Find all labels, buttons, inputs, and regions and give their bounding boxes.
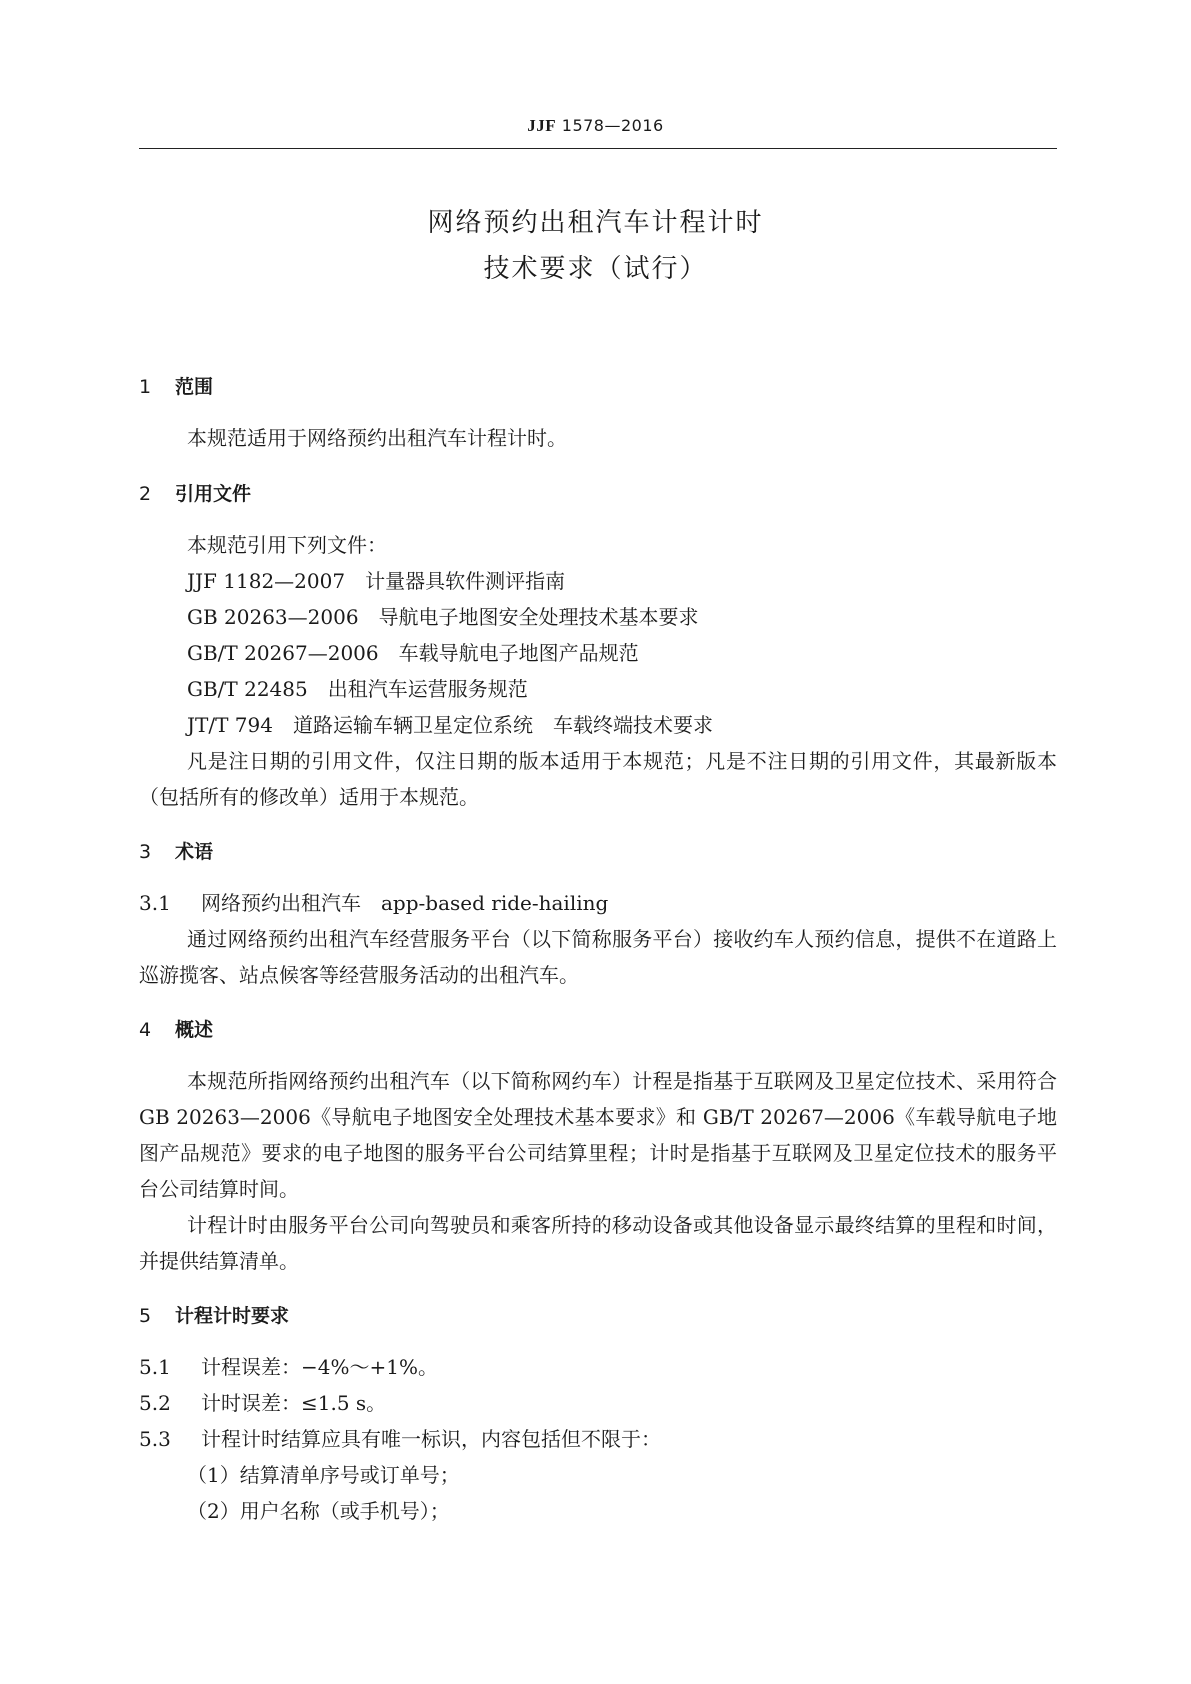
ref-name: 道路运输车辆卫星定位系统 车载终端技术要求 xyxy=(292,713,713,737)
section-3-heading xyxy=(139,837,213,864)
term-definition: 通过网络预约出租汽车经营服务平台（以下简称服务平台）接收约车人预约信息，提供不在道路上巡游揽客、站点候客等经营服务活动的出租汽车。 xyxy=(139,927,1057,987)
section-1-para: 本规范适用于网络预约出租汽车计程计时。 xyxy=(187,426,567,450)
clause-5-2 xyxy=(139,1385,1057,1421)
section-number: 3 xyxy=(139,841,152,863)
section-4-para-1: 本规范所指网络预约出租汽车（以下简称网约车）计程是指基于互联网及卫星定位技术、采用符合 GB 20263—2006《导航电子地图安全处理技术基本要求》和 GB/T 20267—2006《车载导航电子地图产品规范》要求的电子地图的服务平台公司结算里程；计时是指基于互联网及卫星定位技术的服务平台公司结算时间。 xyxy=(139,1069,1057,1201)
ref-item xyxy=(187,707,1057,743)
ref-code: GB/T 22485 xyxy=(187,677,308,701)
section-title: 术语 xyxy=(175,841,214,863)
section-number: 1 xyxy=(139,376,152,398)
section-title: 引用文件 xyxy=(175,483,252,505)
clause-text: 计程误差：−4%～+1%。 xyxy=(201,1355,438,1379)
term-zh: 网络预约出租汽车 xyxy=(201,891,361,915)
list-item: （1）结算清单序号或订单号； xyxy=(187,1463,460,1487)
clause-text: 计程计时结算应具有唯一标识，内容包括但不限于： xyxy=(201,1427,661,1451)
section-title: 概述 xyxy=(175,1019,214,1041)
section-4-heading xyxy=(139,1015,213,1042)
section-number: 5 xyxy=(139,1305,152,1327)
std-number: 1578—2016 xyxy=(561,116,664,135)
section-4-para-2: 计程计时由服务平台公司向驾驶员和乘客所持的移动设备或其他设备显示最终结算的里程和时间，并提供结算清单。 xyxy=(139,1213,1057,1273)
ref-name: 计量器具软件测评指南 xyxy=(365,569,566,593)
clause-number: 5.3 xyxy=(139,1427,171,1451)
section-title: 范围 xyxy=(175,376,214,398)
list-item: （2）用户名称（或手机号）； xyxy=(187,1499,450,1523)
doc-title-line1: 网络预约出租汽车计程计时 xyxy=(427,208,764,238)
clause-number: 5.2 xyxy=(139,1391,171,1415)
clause-text: 计时误差：≤1.5 s。 xyxy=(201,1391,387,1415)
std-prefix: JJF xyxy=(527,116,557,135)
refs-note: 凡是注日期的引用文件，仅注日期的版本适用于本规范；凡是不注日期的引用文件，其最新版本（包括所有的修改单）适用于本规范。 xyxy=(139,749,1057,809)
header-rule xyxy=(139,148,1057,149)
clause-5-3 xyxy=(139,1421,1057,1457)
ref-item xyxy=(187,599,1057,635)
ref-code: JT/T 794 xyxy=(187,713,273,737)
ref-code: GB/T 20267—2006 xyxy=(187,641,379,665)
ref-name: 车载导航电子地图产品规范 xyxy=(398,641,639,665)
ref-name: 出租汽车运营服务规范 xyxy=(327,677,528,701)
ref-item xyxy=(187,635,1057,671)
doc-title-line2: 技术要求（试行） xyxy=(483,254,708,284)
clause-5-1 xyxy=(139,1349,1057,1385)
section-5-heading xyxy=(139,1301,289,1328)
ref-item xyxy=(187,671,1057,707)
ref-item xyxy=(187,563,1057,599)
ref-name: 导航电子地图安全处理技术基本要求 xyxy=(378,605,699,629)
section-2-heading xyxy=(139,479,251,506)
clause-number: 3.1 xyxy=(139,891,171,915)
ref-code: GB 20263—2006 xyxy=(187,605,359,629)
section-title: 计程计时要求 xyxy=(175,1305,290,1327)
section-number: 2 xyxy=(139,483,152,505)
clause-3-1 xyxy=(139,885,1057,921)
ref-code: JJF 1182—2007 xyxy=(187,569,346,593)
section-number: 4 xyxy=(139,1019,152,1041)
page-header xyxy=(0,116,1191,136)
clause-number: 5.1 xyxy=(139,1355,171,1379)
section-1-heading xyxy=(139,372,213,399)
refs-intro: 本规范引用下列文件： xyxy=(187,533,387,557)
term-en: app-based ride-hailing xyxy=(381,891,609,915)
